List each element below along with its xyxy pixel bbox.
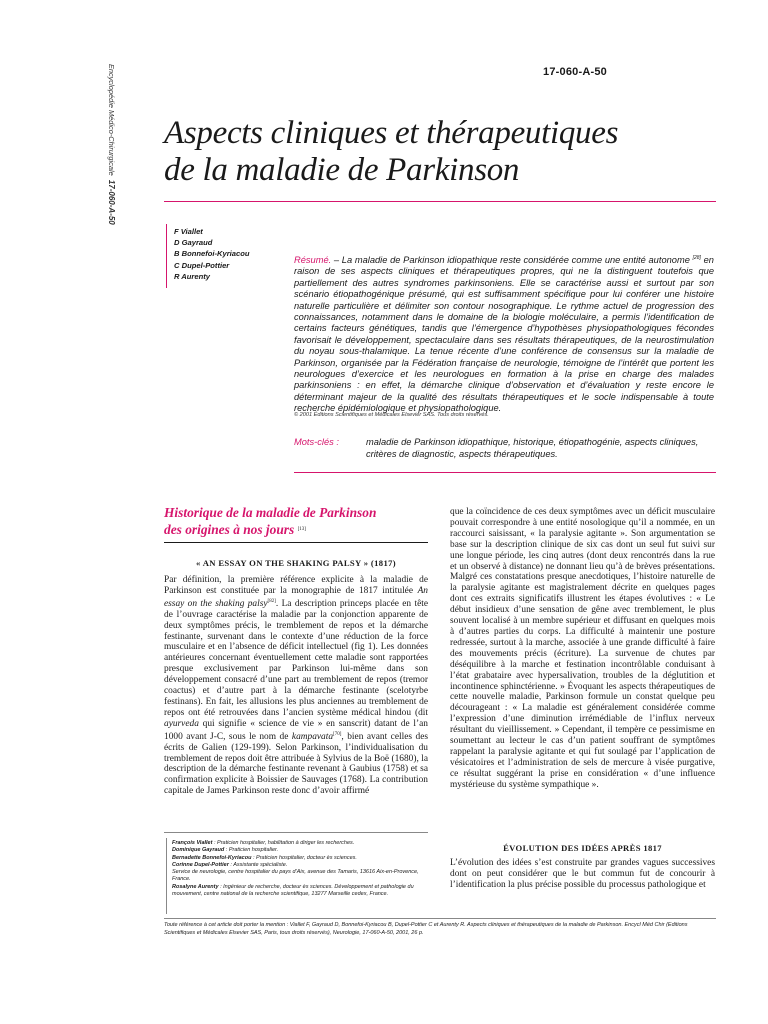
author: R Aurenty <box>174 271 211 281</box>
italic-term: ayurveda <box>164 718 199 729</box>
section-title <box>164 505 434 538</box>
abstract-ref: [28] <box>692 255 701 261</box>
affiliation-name: Bernadette Bonnefoi-Kyriacou <box>172 854 252 861</box>
abstract <box>294 253 714 415</box>
affiliation-text: Service de neurologie, centre hospitalier du pays d’Aix, avenue des Tamaris, 13616 Aix-en-Provence, France. <box>172 869 419 883</box>
subhead-evolution: ÉVOLUTION DES IDÉES APRÈS 1817 <box>503 843 662 853</box>
journal-code: 17-060-A-50 <box>107 179 116 225</box>
abstract-label: Résumé. <box>294 255 332 265</box>
italic-title: An essay on the shaking palsy <box>164 585 428 609</box>
copyright: © 2001 Éditions Scientifiques et Médicales Elsevier SAS. Tous droits réservés. <box>294 412 489 418</box>
body-column-1 <box>164 575 428 797</box>
title-line-1: Aspects cliniques et thérapeutiques <box>164 115 619 151</box>
affiliation-text: : Praticien hospitalier. <box>224 847 279 854</box>
affiliation-name: Corinne Dupel-Pottier <box>172 861 229 868</box>
paragraph-text: que la coïncidence de ces deux symptômes avec un déficit musculaire pouvait correspondre à une entité nosologique qu’il a nommée, en un raccourci saisissant, « la paralysie agitante ». Son argumentation se base sur la description clinique de six cas dont un seul fut suivi sur une longue période, les cinq autres (dont deux rencontrés dans la rue et un observé à distance) ne donnant lieu qu’à de brèves présentations. Malgré ces constatations presque anecdotiques, l’histoire naturelle de la paralysie agitante est magistralement décrite en quelques pages dont ces extraits significatifs illustrent les étapes évolutives : « Le début insidieux d’une sensation de gêne avec tremblement, le plus souvent localisé à un membre supérieur et diffusant en quelques mois à d’autres parties du corps. La difficulté à maintenir une posture redressée, surtout à la marche, associée à une grande difficulté à faire des mouvements précis (écriture). La survenue de chutes par déséquilibre à la marche et festination incontrôlable conduisant à l’état grabataire avec hypersalivation, troubles de la déglutition et incontinence sphinctérienne. » Évoquant les aspects thérapeutiques de cette nouvelle maladie, Parkinson formule un constat quelque peu décourageant : « La maladie est généralement considérée comme l’expression d’une diminution irrémédiable de l’influx nerveux résultant du vieillissement. » Cependant, il tempère ce pessimisme en soumettant au lecteur le cas d’un patient souffrant de symptômes rappelant la paralysie agitante et qui fut soulagé par l’application de vésicatoires et l’administration de sels de mercure à visée purgative, ce résultat suggérant la prise en considération « d’une influence mystérieuse du système sympathique ». <box>450 507 715 790</box>
section-title-ref: [13] <box>297 526 306 532</box>
author: D Gayraud <box>174 238 213 248</box>
footnote-rule <box>164 918 716 919</box>
author: C Dupel-Pottier <box>174 260 230 270</box>
title-line-2: de la maladie de Parkinson <box>164 152 520 188</box>
author: B Bonnefoi-Kyriacou <box>174 249 250 259</box>
title-rule <box>164 201 716 202</box>
affiliations <box>172 840 428 898</box>
doc-number: 17-060-A-50 <box>543 66 607 78</box>
section-rule <box>164 542 428 543</box>
author: F Viallet <box>174 227 203 236</box>
journal-name: Encyclopédie Médico-Chirurgicale <box>107 64 116 176</box>
affiliation-text: : Praticien hospitalier, habilitation à diriger les recherches. <box>212 840 355 846</box>
keywords <box>294 437 714 459</box>
section-title-line-2: des origines à nos jours <box>164 521 295 537</box>
subhead-essay: « AN ESSAY ON THE SHAKING PALSY » (1817) <box>196 558 396 568</box>
citation-ref: [82] <box>267 598 276 604</box>
paragraph-text: , bien avant celles des écrits de Galien (129-199). Selon Parkinson, l’individualisation du tremblement de repos doit être attribuée à Sylvius de la Boë (1680), la description de la démarche festinante revenant à Gaubius (1758) et sa confirmation explicite à Boissier de Sauvages (1768). La contribution capitale de James Parkinson reste donc d’avoir affirmé <box>164 731 429 797</box>
body-column-2 <box>450 507 715 791</box>
abstract-text-start: – La maladie de Parkinson idiopathique reste considérée comme une entité autonome <box>331 255 693 265</box>
affiliation-text: : Praticien hospitalier, docteur ès sciences. <box>251 854 357 861</box>
affiliation-name: François Viallet <box>172 840 213 846</box>
body-column-2-continued <box>450 858 715 891</box>
affiliation-side-rule <box>166 838 167 914</box>
paragraph-text: Par définition, la première référence explicite à la maladie de Parkinson est constituée par la monographie de 1817 intitulée <box>164 575 428 596</box>
paragraph-text: L’évolution des idées s’est construite par grandes vagues successives dont on peut considérer que le but commun fut de concourir à l’identification la plus précise possible du processus pathologique et <box>450 858 715 890</box>
author-list <box>174 226 250 282</box>
abstract-bottom-rule <box>294 472 716 473</box>
keywords-label: Mots-clés : <box>294 437 339 447</box>
keywords-text: maladie de Parkinson idiopathique, historique, étiopathogénie, aspects cliniques, critères de diagnostic, aspects thérapeutiques. <box>366 437 699 459</box>
paragraph-text: . La description princeps placée en tête de l’ouvrage caractérise la maladie par la conjonction apparente de deux symptômes précis, le tremblement de repos et la démarche festinante, survenant dans le contexte d’une réduction de la force musculaire et en l’absence de déficit intellectuel (fig 1). Les données antérieures concernant éventuellement cette maladie sont rapportées presque exclusivement par Parkinson lui-même dans son développement consacré d’une part au tremblement de repos (tremor coactus) et d’autre part à la démarche festinante (scelotyrbe festinans). En fait, les allusions les plus anciennes au tremblement de repos ont été retrouvées dans l’ancien système médical hindou (dit <box>164 598 428 718</box>
affiliation-rule <box>164 832 428 833</box>
paragraph-text: qui signifie « science de vie » en sanscrit) datant de l’an 1000 avant J-C, sous le nom de <box>164 718 428 742</box>
sidebar-journal-label <box>104 64 118 264</box>
affiliation-text: : Assistante spécialiste. <box>228 861 288 868</box>
page-title <box>164 115 624 189</box>
affiliation-text: : Ingénieur de recherche, docteur ès sciences. Développement et pathologie du mouvement, centre national de la recherche scientifique, 13277 Marseille cedex, France. <box>172 883 414 898</box>
italic-term: kampavata <box>291 731 334 742</box>
section-title-line-1: Historique de la maladie de Parkinson <box>164 505 377 520</box>
authors-rule <box>166 224 167 288</box>
citation-ref: [70] <box>333 731 342 737</box>
abstract-text: en raison de ses aspects cliniques et thérapeutiques propres, qui ne la distinguent toutefois que partiellement des autres syndromes parkinsoniens. Elle se caractérise aussi et surtout par son scénario étiopathogénique présumé, qui est suffisamment spécifique pour lui conférer une histoire naturelle particulière et délimiter son contour nosographique. Le rythme actuel de progression des connaissances, notamment dans le domaine de la biologie moléculaire, a permis l’identification de certains facteurs génétiques, tandis que l’émergence d’hypothèses physiopathologiques fécondes favorisait le développement, spectaculaire dans ses résultats thérapeutiques, de la neurostimulation du noyau sous-thalamique. La tenue récente d’une conférence de consensus sur la maladie de Parkinson, organisée par la Fédération française de neurologie, témoigne de l’intérêt que portent les neurologues d’exercice et les neurologues en formation à la prise en charge des malades parkinsoniens : en effet, la démarche clinique d’observation et d’évaluation y reste encore le déterminant majeur de la qualité des résultats thérapeutiques et le socle indispensable à toute recherche épidémiologique et physiopathologique. <box>294 255 714 414</box>
affiliation-name: Rosalyne Aurenty <box>172 883 219 890</box>
affiliation-name: Dominique Gayraud <box>172 847 225 854</box>
citation-footnote: Toute référence à cet article doit porter la mention : Viallet F, Gayraud D, Bonnefoi-Kyriacou B, Dupel-Pottier C et Aurenty R. Aspects cliniques et thérapeutiques de la maladie de Parkinson. Encycl Méd Chir (Editions Scientifiques et Médicales Elsevier SAS, Paris, tous droits réservés), Neurologie, 17-060-A-50, 2001, 26 p. <box>164 922 688 936</box>
